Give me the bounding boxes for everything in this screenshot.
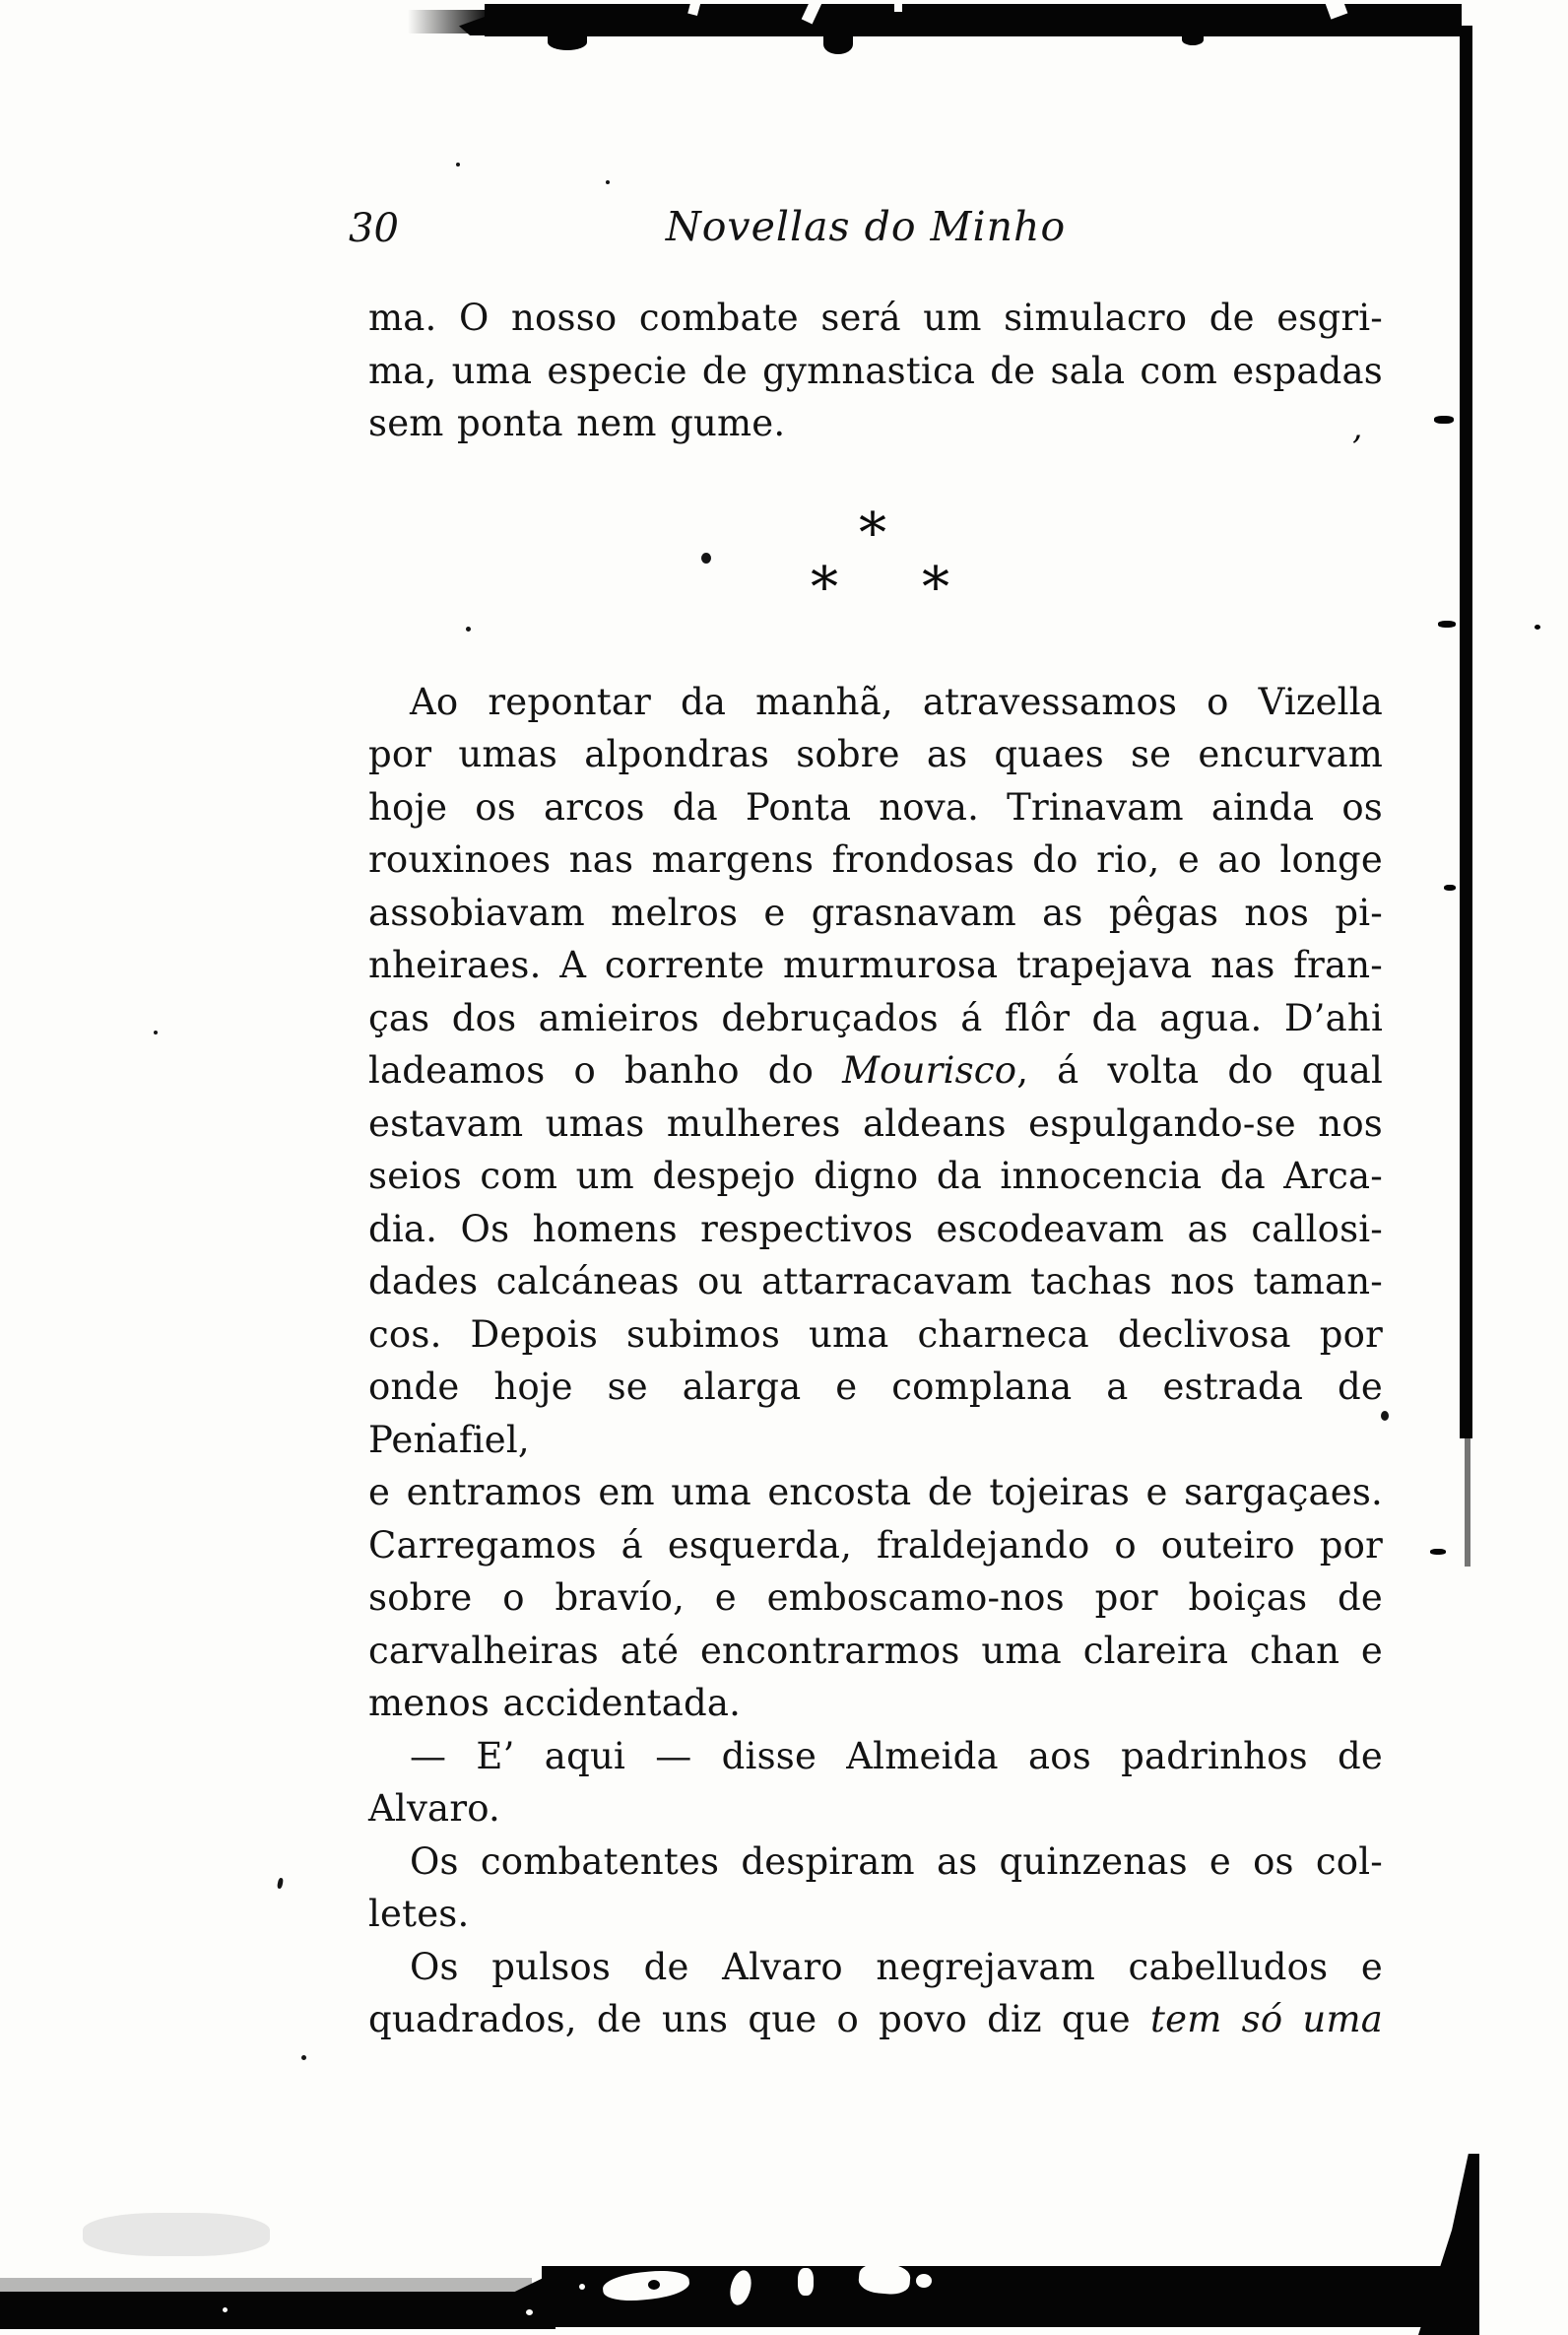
text-line: — E’ aqui — disse Almeida aos padrinhos de — [410, 1734, 1383, 1777]
text-line: rouxinoes nas margens frondosas do rio, e ao longe — [368, 838, 1383, 881]
scan-artifact-top-notch — [894, 0, 902, 12]
text-line: seios com um despejo digno da innocencia da Arca- — [368, 1155, 1383, 1197]
scan-artifact-right-tick — [1438, 621, 1456, 628]
running-title: Novellas do Minho — [665, 203, 1067, 250]
text-line: quadrados, de uns que o povo diz que tem só uma — [368, 1998, 1383, 2040]
scan-artifact-bottom-haze — [0, 2278, 532, 2293]
scan-artifact-bottom-dot — [579, 2284, 585, 2290]
text-line: ma, uma especie de gymnastica de sala com espadas — [368, 349, 1383, 392]
text-line: e entramos em uma encosta de tojeiras e sargaçaes. — [368, 1471, 1383, 1513]
scan-artifact-top-bump — [823, 34, 853, 54]
text-line: hoje os arcos da Ponta nova. Trinavam ainda os — [368, 785, 1383, 829]
text-line: dades calcáneas ou attarracavam tachas nos taman- — [368, 1260, 1383, 1302]
text-line: ma. O nosso combate será um simulacro de esgri- — [368, 297, 1383, 339]
scan-artifact-bottom-blob — [798, 2268, 814, 2296]
scan-artifact-right-tick — [1444, 885, 1456, 891]
text-line: estavam umas mulheres aldeans espulgando-se nos — [368, 1101, 1383, 1145]
text-line: Alvaro. — [368, 1787, 500, 1830]
text-line: Carregamos á esquerda, fraldejando o outeiro por — [368, 1523, 1383, 1567]
scan-artifact-bottom-band — [0, 2292, 532, 2329]
text-line: sobre o bravío, e emboscamo-nos por boiças de — [368, 1576, 1383, 1619]
text-line: por umas alpondras sobre as quaes se encurvam — [368, 733, 1383, 775]
text-line: menos accidentada. — [368, 1682, 742, 1724]
text-line: onde hoje se alarga e complana a estrada de Penafiel, — [368, 1366, 1383, 1461]
text-line: cos. Depois subimos uma charneca declivosa por — [368, 1312, 1383, 1356]
separator-asterisk: * — [811, 556, 838, 620]
scan-artifact-bottom-blob — [916, 2274, 932, 2288]
page-header — [347, 203, 1385, 262]
text-line: nheiraes. A corrente murmurosa trapejava nas fran- — [368, 944, 1383, 986]
scan-artifact-right-tick — [1434, 416, 1454, 424]
scan-artifact-right-bar — [1460, 26, 1472, 1438]
scan-artifact-bottom-dot — [648, 2280, 660, 2290]
scan-artifact-gray-smudge — [83, 2213, 270, 2256]
separator-gap — [368, 450, 1383, 676]
scan-artifact-right-dot — [1535, 625, 1540, 630]
page-number: 30 — [349, 206, 399, 251]
scan-artifact-right-tick — [1430, 1549, 1446, 1555]
ink-speck — [301, 2055, 306, 2060]
text-line: Ao repontar da manhã, atravessamos o Vizella — [410, 680, 1383, 723]
separator-asterisk: * — [859, 501, 886, 566]
separator-asterisk: * — [922, 556, 949, 620]
text-line: dia. Os homens respectivos escodeavam as callosi- — [368, 1207, 1383, 1250]
scan-artifact-bottom-dot — [223, 2307, 228, 2312]
text-column — [368, 292, 1383, 2046]
scan-artifact-top-band — [485, 4, 1462, 36]
scan-artifact-top-bump — [548, 34, 587, 50]
ink-speck — [606, 180, 610, 184]
ink-speck — [277, 1878, 284, 1890]
text-line: carvalheiras até encontrarmos uma clareira chan e — [368, 1629, 1383, 1672]
scan-artifact-bottom-dot — [526, 2309, 533, 2315]
text-line: Os pulsos de Alvaro negrejavam cabelludos e — [410, 1945, 1383, 1988]
text-line: ladeamos o banho do Mourisco, á volta do qual — [368, 1049, 1383, 1092]
text-line: Os combatentes despiram as quinzenas e os col- — [410, 1839, 1383, 1883]
stray-apostrophe-mark: ’ — [1351, 429, 1362, 468]
text-line: assobiavam melros e grasnavam as pêgas nos pi- — [368, 891, 1383, 934]
ink-speck — [154, 1031, 158, 1034]
text-line: ças dos amieiros debruçados á flôr da agua. D’ahi — [368, 996, 1383, 1039]
text-line: sem ponta nem gume. — [368, 402, 786, 444]
text-line: letes. — [368, 1893, 470, 1935]
scan-artifact-right-bar-tail — [1465, 1436, 1470, 1567]
ink-speck — [456, 163, 460, 167]
scan-artifact-top-bump — [1182, 34, 1204, 45]
